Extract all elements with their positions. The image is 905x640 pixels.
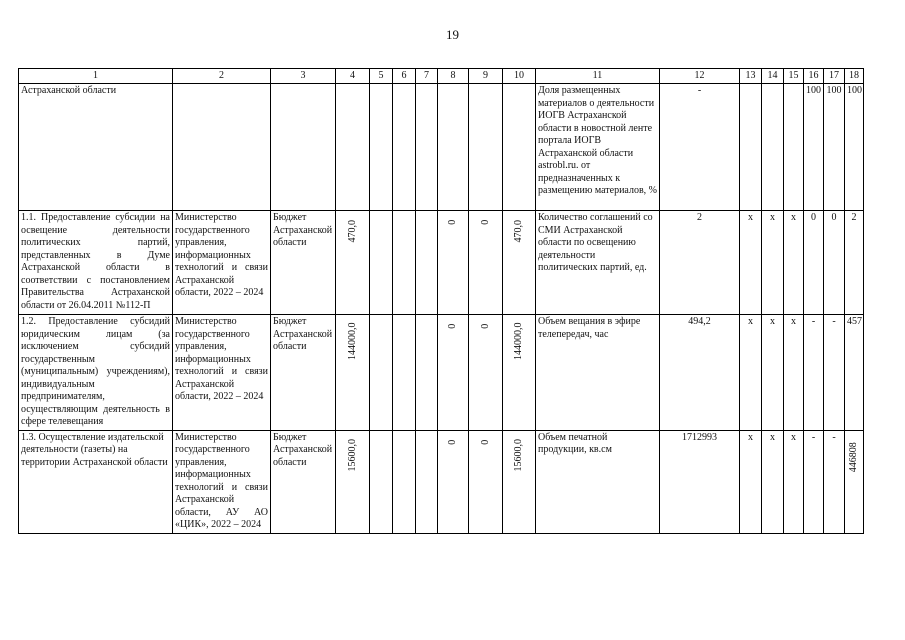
measure-cell: 1.3. Осуществление издательской деятельности (газеты) на территории Астраханской области <box>19 430 173 533</box>
col-header: 2 <box>173 69 271 84</box>
value-cell: 0 <box>824 211 845 315</box>
amount-cell <box>393 211 416 315</box>
table-row <box>19 430 864 533</box>
indicator-cell: Количество соглашений со СМИ Астраханской области по освещению деятельности политических партий, ед. <box>536 211 660 315</box>
amount-cell <box>469 211 503 315</box>
amount-cell <box>469 84 503 211</box>
col-header: 18 <box>845 69 864 84</box>
value-cell: 457 <box>845 315 864 431</box>
amount-cell <box>438 430 469 533</box>
col-header: 17 <box>824 69 845 84</box>
amount-value: 0 <box>479 219 491 225</box>
amount-cell <box>416 315 438 431</box>
amount-value: 144000,0 <box>512 322 524 360</box>
col-header: 14 <box>762 69 784 84</box>
indicator-cell: Доля размещенных материалов о деятельности ИОГВ Астраханской области в новостной ленте портала ИОГВ Астраханской области astrobl.ru. от предназначенных к размещению материалов, % <box>536 84 660 211</box>
col-header: 7 <box>416 69 438 84</box>
col-header: 8 <box>438 69 469 84</box>
amount-value: 0 <box>479 323 491 329</box>
amount-cell <box>438 211 469 315</box>
value-cell: - <box>804 315 824 431</box>
source-cell: Бюджет Астраханской области <box>271 315 336 431</box>
col-header: 16 <box>804 69 824 84</box>
source-cell: Бюджет Астраханской области <box>271 211 336 315</box>
amount-cell <box>393 84 416 211</box>
col-header: 13 <box>740 69 762 84</box>
value-cell: х <box>762 430 784 533</box>
base-value-cell: 1712993 <box>660 430 740 533</box>
base-value-cell: 2 <box>660 211 740 315</box>
value-cell: 100 <box>804 84 824 211</box>
measure-cell: Астраханской области <box>19 84 173 211</box>
value-cell: х <box>762 211 784 315</box>
value-cell: х <box>762 315 784 431</box>
amount-value: 0 <box>446 323 458 329</box>
col-header: 15 <box>784 69 804 84</box>
amount-cell <box>438 84 469 211</box>
header-row <box>19 69 864 84</box>
indicator-cell: Объем вещания в эфире телепередач, час <box>536 315 660 431</box>
table-row <box>19 211 864 315</box>
base-value-cell: - <box>660 84 740 211</box>
amount-cell <box>393 430 416 533</box>
amount-cell <box>336 315 370 431</box>
amount-cell <box>416 430 438 533</box>
value-cell <box>762 84 784 211</box>
value-cell <box>784 84 804 211</box>
col-header: 3 <box>271 69 336 84</box>
amount-value: 470,0 <box>346 220 358 243</box>
amount-cell <box>336 84 370 211</box>
amount-cell <box>416 84 438 211</box>
executor-cell <box>173 84 271 211</box>
amount-value: 0 <box>479 439 491 445</box>
amount-cell <box>469 315 503 431</box>
value-cell: - <box>804 430 824 533</box>
amount-cell <box>503 430 536 533</box>
table-row <box>19 315 864 431</box>
amount-cell <box>370 430 393 533</box>
amount-cell <box>438 315 469 431</box>
value-cell: х <box>784 315 804 431</box>
amount-value: 15600,0 <box>512 438 524 471</box>
amount-cell <box>393 315 416 431</box>
amount-value: 144000,0 <box>346 322 358 360</box>
value-cell: х <box>740 430 762 533</box>
executor-cell: Министерство государственного управления, информационных технологий и связи Астраханской области, АУ АО «ЦИК», 2022 – 2024 <box>173 430 271 533</box>
amount-cell <box>370 211 393 315</box>
table-row <box>19 84 864 211</box>
amount-value: 470,0 <box>512 220 524 243</box>
amount-cell <box>469 430 503 533</box>
value-cell: х <box>784 211 804 315</box>
value-cell <box>845 430 864 533</box>
value-cell: х <box>784 430 804 533</box>
amount-cell <box>503 84 536 211</box>
base-value-cell: 494,2 <box>660 315 740 431</box>
program-table <box>18 68 864 534</box>
amount-cell <box>416 211 438 315</box>
col-header: 1 <box>19 69 173 84</box>
amount-value: 0 <box>446 219 458 225</box>
page-number: 19 <box>446 27 459 42</box>
executor-cell: Министерство государственного управления, информационных технологий и связи Астраханской области, 2022 – 2024 <box>173 211 271 315</box>
value-cell: - <box>824 430 845 533</box>
amount-cell <box>503 211 536 315</box>
col-header: 5 <box>370 69 393 84</box>
value-cell <box>740 84 762 211</box>
measure-cell: 1.1. Предоставление субсидии на освещение деятельности политических партий, представленных в Думе Астраханской области в соответствии с постановлением Правительства Астраханской области от 26.04.2011 №112-П <box>19 211 173 315</box>
amount-cell <box>370 315 393 431</box>
col-header: 4 <box>336 69 370 84</box>
value-cell: 100 <box>845 84 864 211</box>
amount-cell <box>370 84 393 211</box>
col-header: 12 <box>660 69 740 84</box>
value-cell: 0 <box>804 211 824 315</box>
col-header: 6 <box>393 69 416 84</box>
executor-cell: Министерство государственного управления, информационных технологий и связи Астраханской области, 2022 – 2024 <box>173 315 271 431</box>
measure-cell: 1.2. Предоставление субсидий юридическим лицам (за исключением субсидий государственным (муниципальным) учреждениям), индивидуальным предпринимателям, осуществляющим деятельность в сфере телевещания <box>19 315 173 431</box>
indicator-cell: Объем печатной продукции, кв.см <box>536 430 660 533</box>
col-header: 10 <box>503 69 536 84</box>
col-header: 9 <box>469 69 503 84</box>
value-cell: 2 <box>845 211 864 315</box>
value-cell: х <box>740 315 762 431</box>
value-cell: х <box>740 211 762 315</box>
target-value: 446808 <box>847 441 859 472</box>
value-cell: 100 <box>824 84 845 211</box>
amount-value: 0 <box>446 439 458 445</box>
value-cell: - <box>824 315 845 431</box>
amount-cell <box>336 430 370 533</box>
source-cell <box>271 84 336 211</box>
amount-value: 15600,0 <box>346 438 358 471</box>
amount-cell <box>336 211 370 315</box>
amount-cell <box>503 315 536 431</box>
col-header: 11 <box>536 69 660 84</box>
source-cell: Бюджет Астраханской области <box>271 430 336 533</box>
